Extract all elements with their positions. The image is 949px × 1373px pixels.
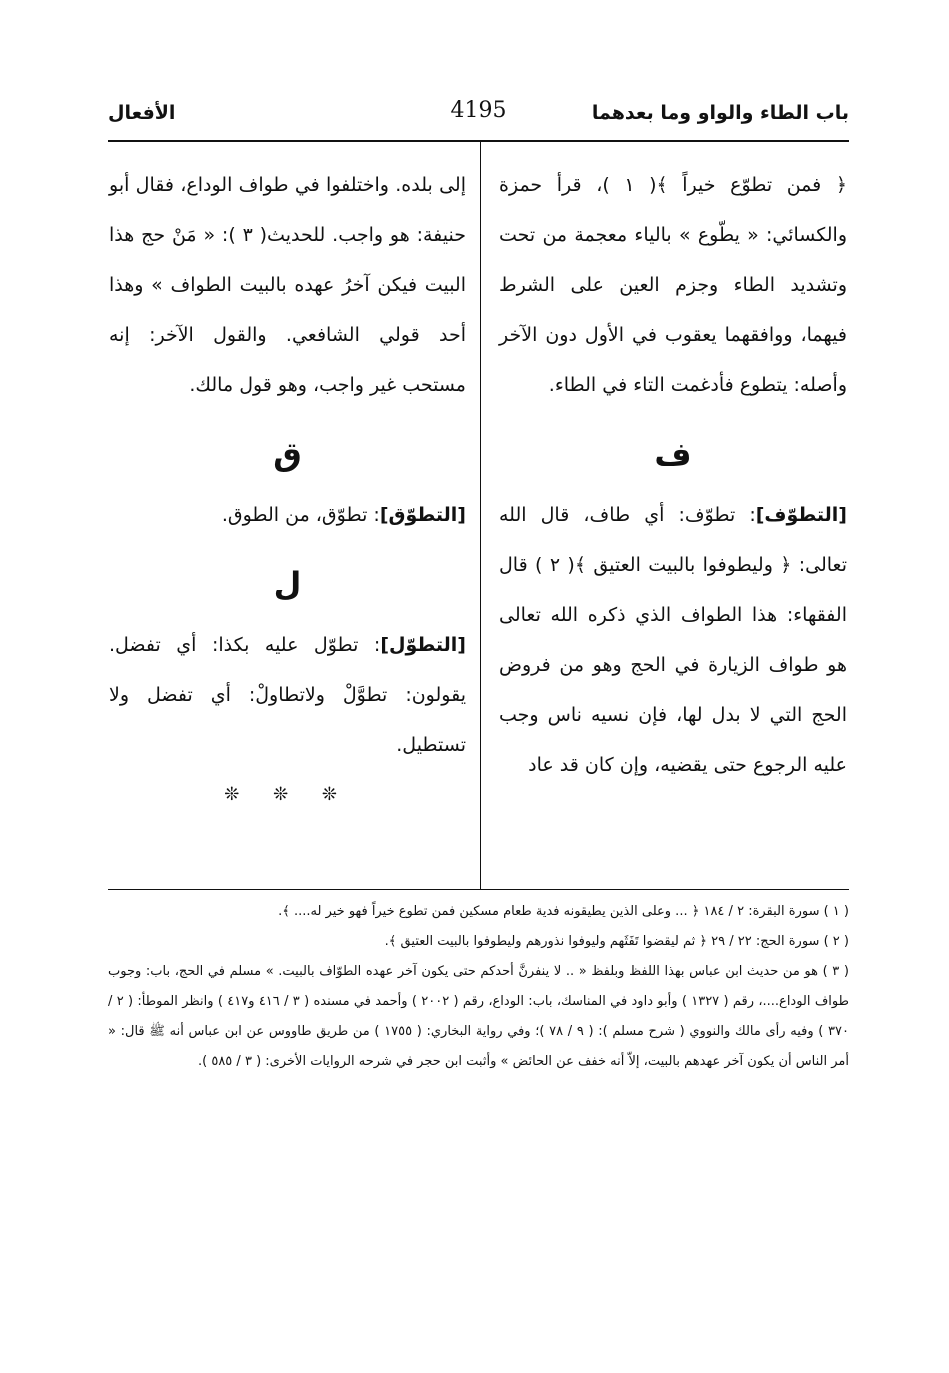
running-header — [108, 96, 849, 136]
letter-heading-qaf: ق — [273, 435, 302, 473]
entry-text: : تطوّف: أي طاف، قال الله تعالى: ﴿ وليطوفوا بالبيت العتيق ﴾( ٢ ) قال الفقهاء: هذا الطواف الذي ذكره الله تعالى هو طواف الزيارة في الحج وهو من فروض الحج التي لا بدل لها، فإن نسيه ناس وجب عليه الرجوع حتى يقضيه، وإن كان قد عاد — [499, 504, 848, 776]
right-column — [499, 160, 847, 790]
section-title: الأفعال — [108, 102, 176, 124]
entry-text: : تطوّق، من الطوق. — [221, 504, 380, 526]
left-paragraph-3 — [109, 620, 466, 770]
left-paragraph-1: إلى بلده. واختلفوا في طواف الوداع، فقال أبو حنيفة: هو واجب. للحديث( ٣ ): « مَنْ حج هذا البيت فيكن آخرُ عهده بالبيت الطواف » وهذا أحد قولي الشافعي. والقول الآخر: إنه مستحب غير واجب، وهو قول مالك. — [109, 174, 466, 396]
page-number: 4195 — [450, 98, 507, 123]
entry-term: [التطوّل] — [380, 634, 466, 656]
letter-heading-lam: ل — [273, 565, 302, 603]
footnotes — [108, 897, 849, 1077]
entry-term: [التطوّف] — [755, 504, 847, 526]
right-paragraph-1: ﴿ فمن تطوّع خيراً ﴾( ١ )، قرأ حمزة والكسائي: « يطّوع » بالياء معجمة من تحت وتشديد الطاء وجزم العين على الشرط فيهما، ووافقهما يعقوب في الأول دون الآخر وأصله: يتطوع فأدغمت التاء في الطاء. — [499, 174, 847, 396]
right-paragraph-2 — [499, 490, 847, 790]
footnote-rule — [108, 889, 849, 890]
left-paragraph-2 — [109, 490, 466, 540]
entry-text: : تطوّل عليه بكذا: أي تفضل. يقولون: تطوَّلْ ولاتطاولْ: أي تفضل ولا تستطيل. — [109, 634, 466, 756]
section-end-ornament: ❊ ❊ ❊ — [224, 784, 351, 805]
footnote-1: ( ١ ) سورة البقرة: ٢ / ١٨٤ ﴿ ... وعلى الذين يطيقونه فدية طعام مسكين فمن تطوع خيراً فهو خير له.... ﴾. — [278, 904, 849, 919]
footnote-2: ( ٢ ) سورة الحج: ٢٢ / ٢٩ ﴿ ثم ليقضوا تَفَثَهم وليوفوا نذورهم وليطوفوا بالبيت العتيق ﴾. — [384, 934, 849, 949]
entry-term: [التطوّق] — [379, 504, 466, 526]
letter-heading-fa: ف — [654, 435, 692, 473]
left-column — [109, 160, 466, 820]
header-rule — [108, 140, 849, 142]
chapter-title: باب الطاء والواو وما بعدهما — [591, 102, 849, 124]
column-divider — [480, 141, 481, 889]
footnote-3: ( ٣ ) هو من حديث ابن عباس بهذا اللفظ وبلفظ « .. لا ينفرنَّ أحدكم حتى يكون آخر عهده الطوّاف بالبيت. » مسلم في الحج، باب: وجوب طواف الوداع....، رقم ( ١٣٢٧ ) وأبو داود في المناسك، باب: الوداع، رقم ( ٢٠٠٢ ) وأحمد في مسنده ( ٣ / ٤١٦ و٤١٧ ) وانظر الموطأ: ( ٢ / ٣٧٠ ) وفيه رأى مالك والنووي ( شرح مسلم ): ( ٩ / ٧٨ )؛ وفي رواية البخاري: ( ١٧٥٥ ) من طريق طاووس عن ابن عباس أنه ﷺ قال: « أمر الناس أن يكون آخر عهدهم بالبيت، إلاّ أنه خفف عن الحائض » وأثبت ابن حجر في شرحه الروايات الأخرى: ( ٣ / ٥٨٥ ). — [108, 964, 849, 1069]
